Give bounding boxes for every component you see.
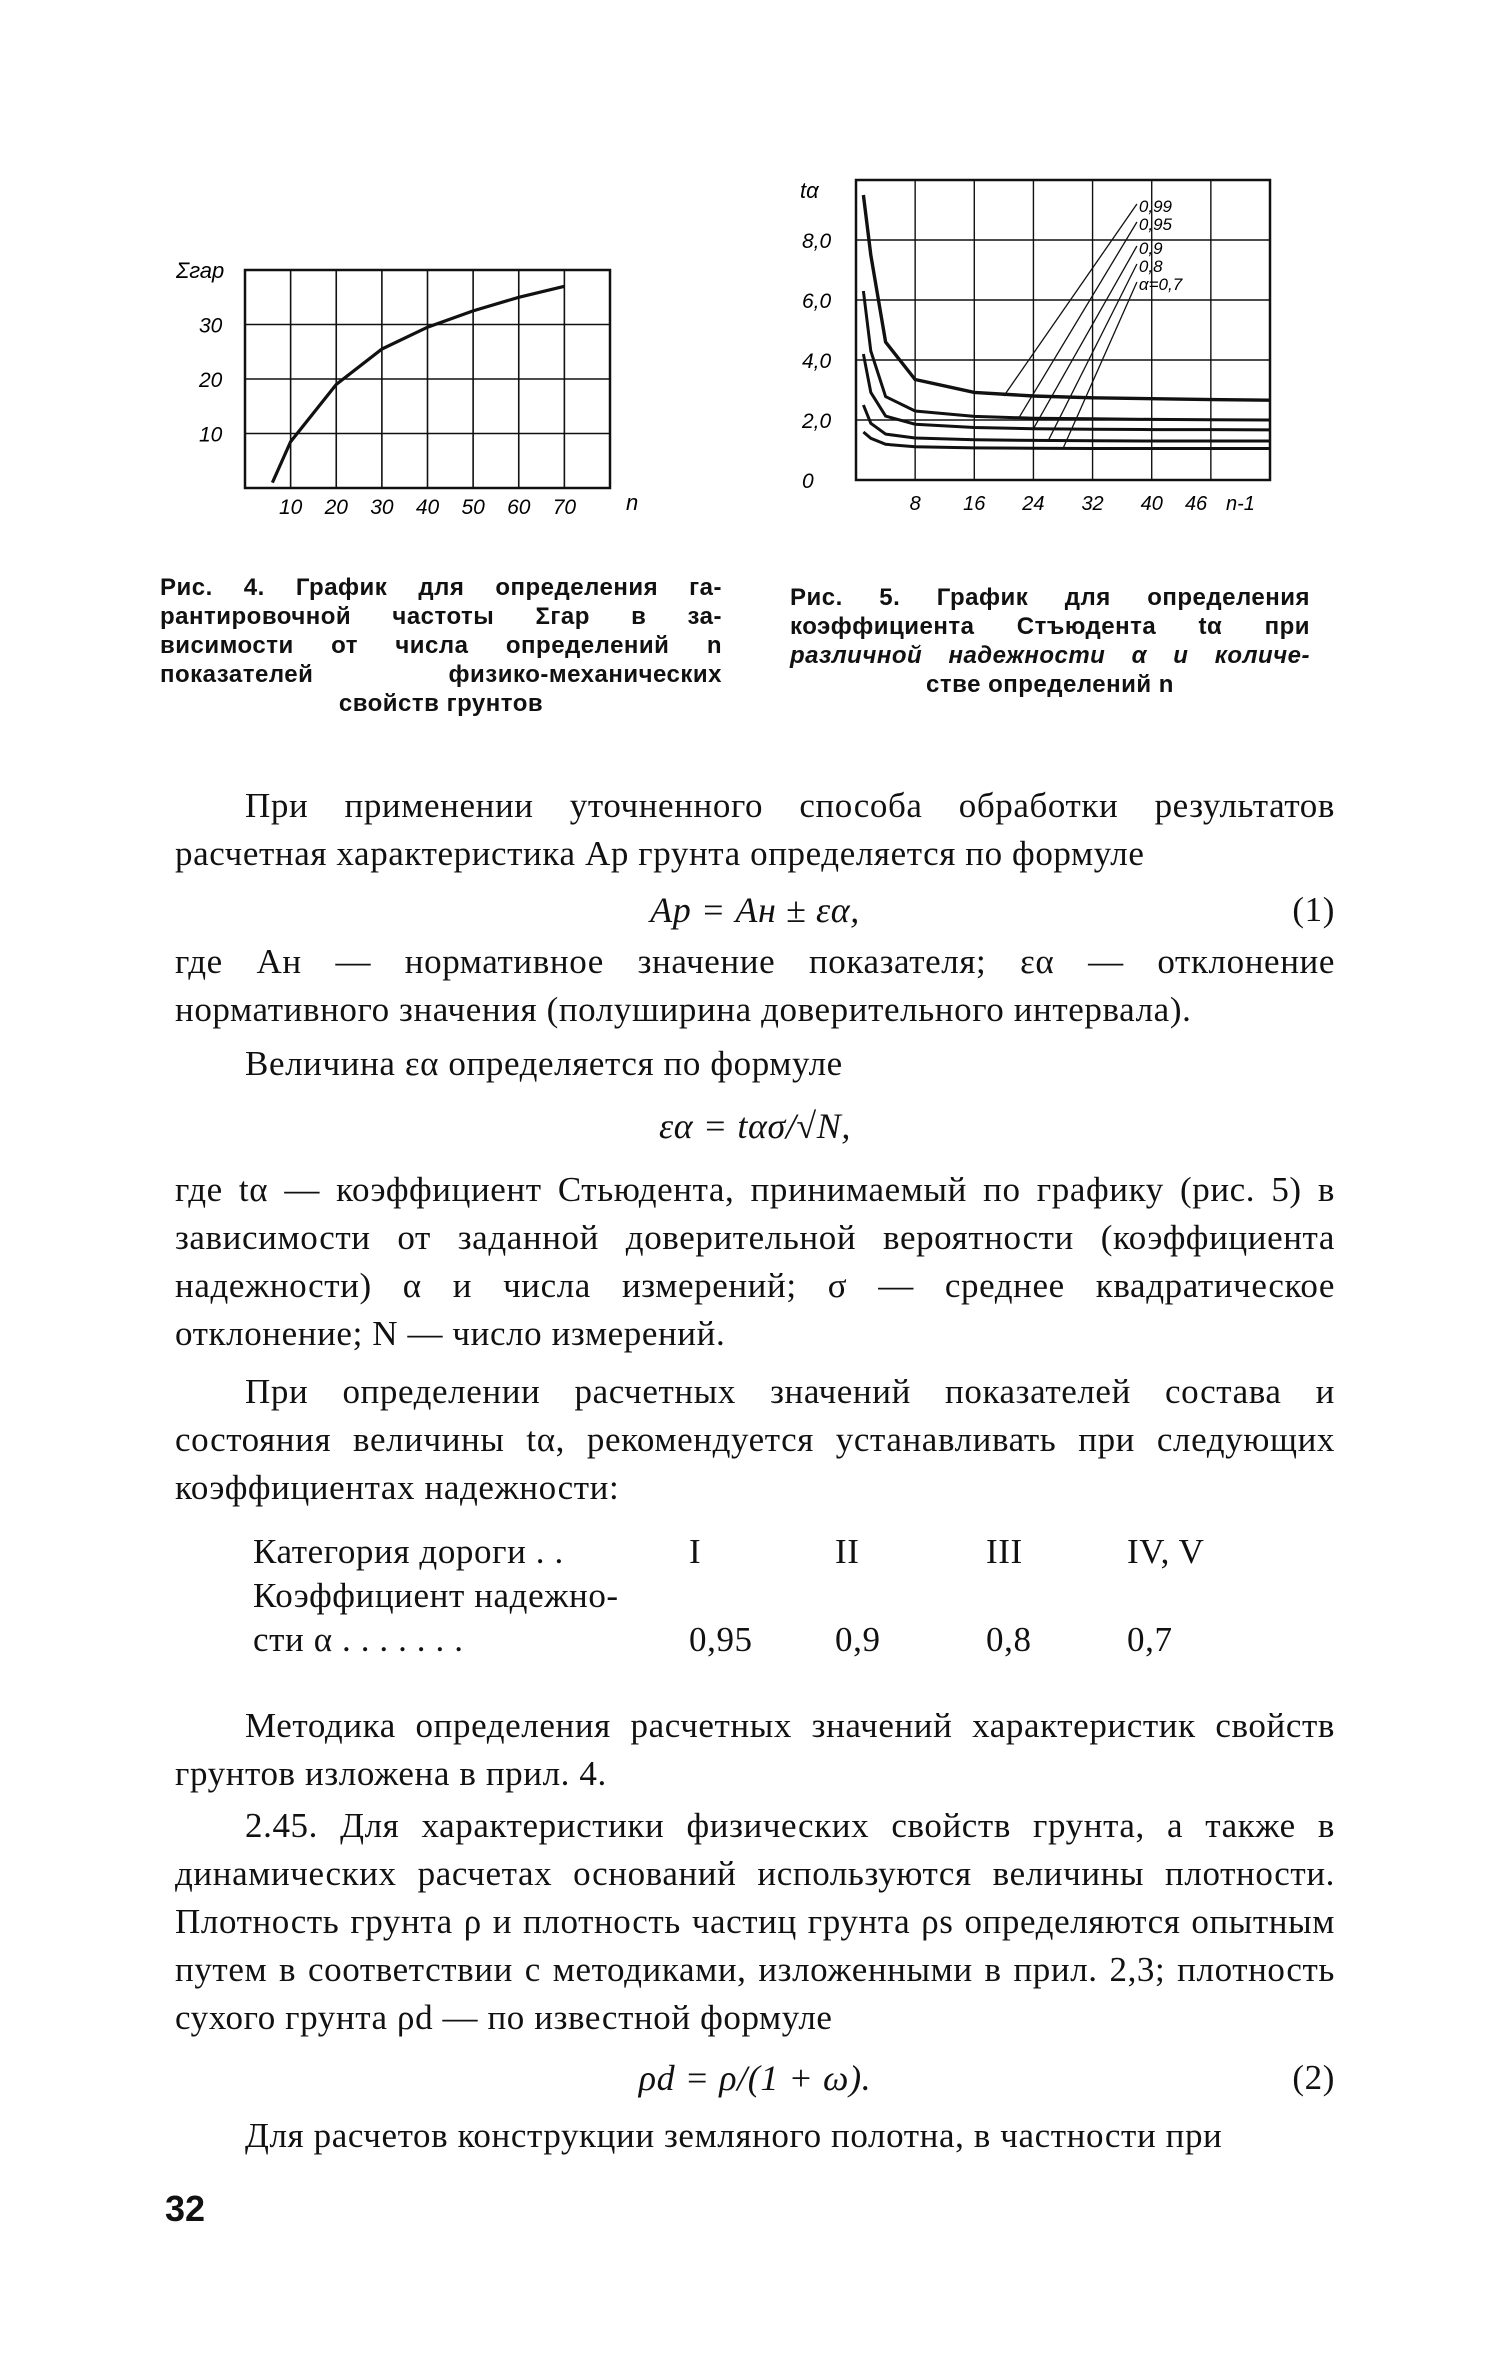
table-row: [245, 1574, 1213, 1618]
table-cell: II: [835, 1532, 860, 1571]
formula-2: εα = tασ/√N,: [659, 1106, 851, 1146]
fig5-caption-line-3: различной надежности α и количе-: [790, 642, 1310, 669]
fig4-x-tick-label: 70: [552, 496, 577, 519]
fig4-y-tick-label: 20: [199, 369, 223, 392]
formula-1-number: (1): [1292, 890, 1335, 929]
fig5-curve-label: 0,99: [1138, 197, 1173, 216]
paragraph-4: где tα — коэффициент Стьюдента, принимаемый по графику (рис. 5) в зависимости от заданной доверительной вероятности (коэффициента надежности) α и числа измерений; σ — среднее квадратическое отклонение; N — число измерений.: [175, 1170, 1335, 1353]
page-number: 32: [165, 2188, 206, 2229]
fig4-caption-line-1: Рис. 4. График для определения га-: [160, 574, 722, 601]
fig4-grid: [245, 270, 610, 488]
paragraph-5: При определении расчетных значений показателей состава и состояния величины tα, рекомендуется устанавливать при следующих коэффициентах надежности:: [175, 1372, 1335, 1507]
fig5-curve-label: 0,95: [1138, 215, 1173, 234]
fig4-y-tick-label: 10: [199, 423, 223, 447]
fig5-y-tick-label: 6,0: [802, 290, 832, 313]
fig5-y-tick-label: 4,0: [802, 350, 832, 373]
formula-3-number: (2): [1292, 2058, 1335, 2097]
fig4-x-tick-label: 10: [278, 496, 303, 519]
table-cell: III: [986, 1532, 1023, 1571]
fig4-data-curve: [272, 286, 564, 482]
figure-4-chart: [160, 240, 680, 560]
formula-1-row: [175, 882, 1335, 938]
figure-4-caption: [160, 573, 722, 718]
figure-5-chart: [790, 170, 1290, 530]
fig4-y-ticks: [198, 315, 223, 447]
fig5-x-ticks: [910, 493, 1208, 515]
fig5-x-tick-label: 8: [909, 493, 921, 515]
fig5-y-tick-label: 8,0: [802, 230, 832, 253]
fig4-x-tick-label: 30: [370, 496, 394, 519]
fig5-leader-line: [1019, 222, 1137, 418]
fig5-x-tick-label: 16: [963, 493, 986, 515]
paragraph-3: Величина εα определяется по формуле: [245, 1044, 843, 1083]
paragraph-8: Для расчетов конструкции земляного полотна, в частности при: [245, 2116, 1223, 2155]
fig5-curve-label: α=0,7: [1138, 275, 1183, 294]
table-row: [245, 1618, 1213, 1662]
fig5-curve-label: 0,8: [1138, 257, 1163, 276]
fig4-y-tick-label: 30: [199, 314, 223, 338]
fig4-caption-line-4: показателей физико-механических: [160, 661, 722, 688]
table-cell: 0,95: [689, 1620, 753, 1659]
fig4-caption-line-2: рантировочной частоты Σгар в за-: [160, 603, 722, 630]
fig4-x-tick-label: 20: [324, 496, 348, 519]
fig4-caption-line-3: висимости от числа определений n: [160, 632, 722, 659]
table-row1-label: Категория дороги . .: [253, 1532, 564, 1571]
fig5-caption-line-2: коэффициента Стъюдента tα при: [790, 613, 1310, 640]
fig5-x-tick-label: 32: [1081, 493, 1104, 515]
fig5-x-tick-label: 24: [1022, 493, 1045, 515]
fig5-grid: [856, 180, 1270, 480]
table-cell: 0,9: [835, 1620, 881, 1659]
table-row2-label-a: Коэффициент надежно-: [253, 1576, 619, 1615]
fig4-y-title: Σгар: [176, 258, 225, 283]
fig4-x-ticks: [279, 496, 576, 519]
paragraph-7: 2.45. Для характеристики физических свойств грунта, а также в динамических расчетах оснований используются величины плотности. Плотность грунта ρ и плотность частиц грунта ρs определяются опытным путем в соответствии с методиками, изложенными в прил. 2,3; плотность сухого грунта ρd — по известной формуле: [175, 1806, 1335, 2037]
main-text: [175, 782, 1335, 2160]
formula-1: Aр = Aн ± εα,: [650, 890, 860, 930]
reliability-table: [245, 1530, 1213, 1662]
table-cell: I: [689, 1532, 702, 1571]
fig5-data-curves: [863, 195, 1270, 449]
paragraph-6: Методика определения расчетных значений характеристик свойств грунтов изложена в прил. 4.: [175, 1706, 1335, 1793]
table-row2-label-b: сти α . . . . . . .: [253, 1620, 464, 1659]
fig5-leader-line: [1063, 282, 1137, 449]
fig5-y-ticks: [801, 230, 832, 493]
fig4-x-tick-label: 40: [415, 496, 440, 519]
paragraph-2: где Aн — нормативное значение показателя; εα — отклонение нормативного значения (полуширина доверительного интервала).: [175, 942, 1335, 1029]
figure-5-caption: [790, 583, 1310, 699]
fig5-x-title: n-1: [1226, 493, 1255, 515]
figure-4: [160, 240, 680, 560]
fig5-x-tick-label: 46: [1184, 493, 1208, 515]
fig5-caption-line-4: стве определений n: [926, 671, 1174, 698]
fig5-curve-labels: [1004, 197, 1183, 449]
fig4-caption-line-5: свойств грунтов: [338, 690, 544, 717]
figure-5: [790, 170, 1290, 530]
table-cell: 0,8: [986, 1620, 1032, 1659]
paragraph-1: При применении уточненного способа обработки результатов расчетная характеристика Aр грунта определяется по формуле: [175, 786, 1335, 873]
fig5-y-tick-label: 0: [802, 470, 814, 493]
fig5-curve-label: 0,9: [1138, 239, 1163, 258]
table-cell: 0,7: [1127, 1620, 1173, 1659]
formula-3: ρd = ρ/(1 + ω).: [638, 2058, 872, 2098]
fig5-frame: [856, 180, 1270, 480]
fig5-x-tick-label: 40: [1140, 493, 1163, 515]
fig5-leader-line: [1033, 246, 1137, 429]
formula-3-row: [175, 2048, 1335, 2108]
fig4-x-title: n: [626, 490, 639, 515]
table-row: [245, 1530, 1213, 1574]
fig5-caption-line-1: Рис. 5. График для определения: [790, 584, 1310, 611]
fig5-y-tick-label: 2,0: [802, 410, 832, 433]
fig5-y-title: tα: [800, 178, 819, 203]
fig4-x-tick-label: 50: [461, 496, 485, 519]
fig4-x-tick-label: 60: [507, 496, 531, 519]
table-cell: IV, V: [1127, 1532, 1205, 1571]
